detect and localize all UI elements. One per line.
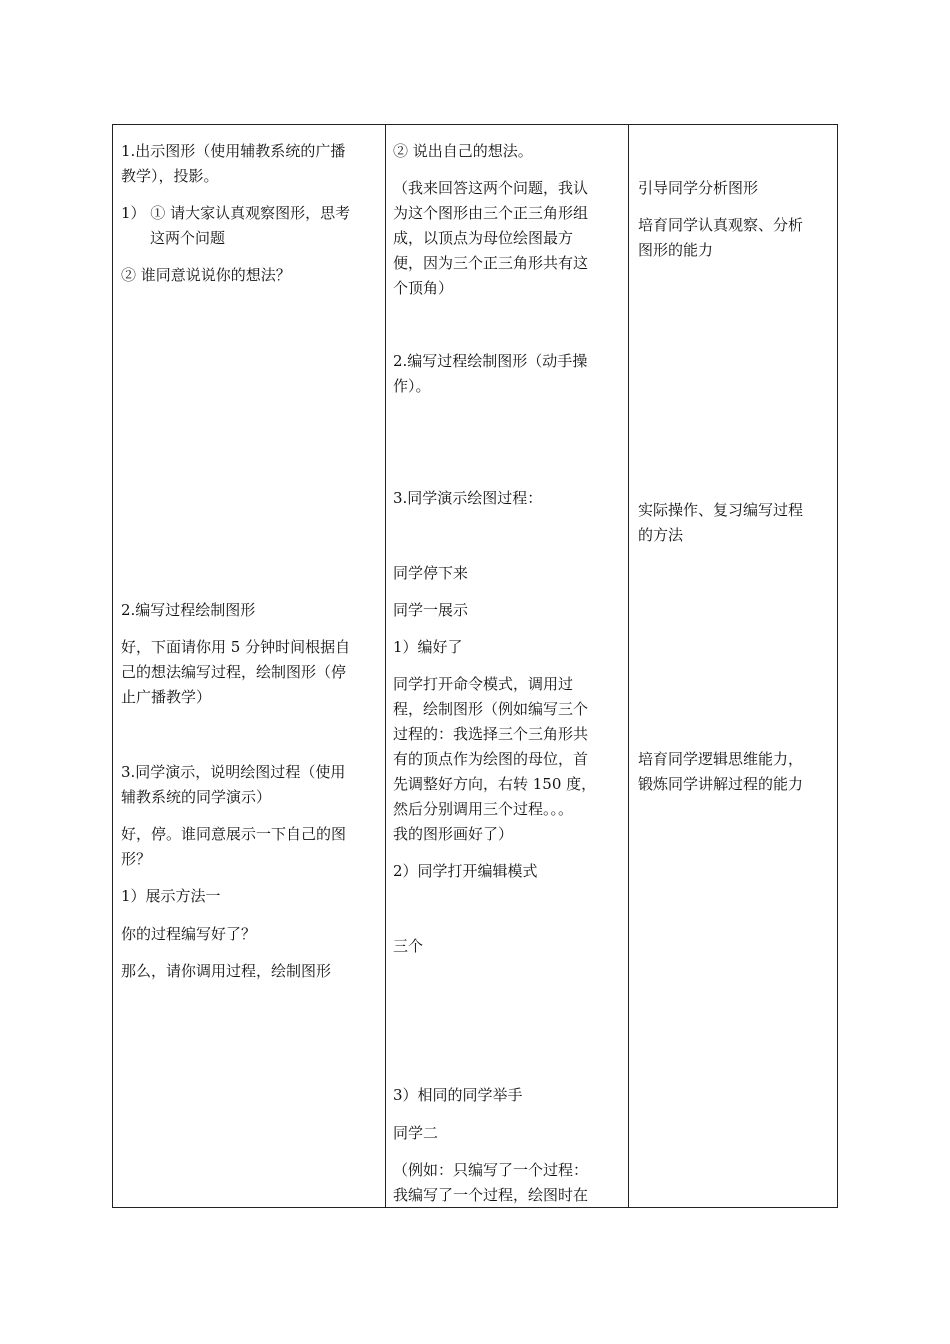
column-divider-1	[385, 125, 386, 1207]
intent-cultivate1-line1: 培育同学认真观察、分析	[638, 216, 804, 234]
teacher-section3-body-line2: 形？	[121, 850, 152, 868]
student-example-line1: （例如：只编写了一个过程：	[393, 1161, 589, 1179]
student-desc-line5: 先调整好方向，右转 150 度，	[393, 775, 597, 793]
teacher-question1-line1: 1） ① 请大家认真观察图形，思考	[121, 204, 351, 222]
student-desc-line6: 然后分别调用三个过程。。。	[393, 800, 574, 818]
student-desc-line3: 过程的：我选择三个三角形共	[393, 725, 589, 743]
intent-cultivate2-line2: 锻炼同学讲解过程的能力	[638, 775, 804, 793]
student-raise-hand: 3）相同的同学举手	[393, 1086, 523, 1104]
teacher-section2-line1: 好，下面请你用 5 分钟时间根据自	[121, 638, 351, 656]
intent-cultivate2-line1: 培育同学逻辑思维能力，	[638, 750, 804, 768]
student-detail-line5: 个顶角）	[393, 279, 454, 297]
teacher-question1-line2: 这两个问题	[150, 229, 226, 247]
teacher-step1-line2: 教学），投影。	[121, 167, 219, 185]
teacher-section2-line2: 己的想法编写过程，绘制图形（停	[121, 663, 347, 681]
intent-practice-line2: 的方法	[638, 526, 684, 544]
student-desc-line1: 同学打开命令模式，调用过	[393, 675, 574, 693]
intent-practice-line1: 实际操作、复习编写过程	[638, 501, 804, 519]
intent-cultivate1-line2: 图形的能力	[638, 241, 714, 259]
teacher-method1: 1）展示方法一	[121, 887, 221, 905]
student-desc-line4: 有的顶点作为绘图的母位，首	[393, 750, 589, 768]
teacher-question-draw: 那么，请你调用过程，绘制图形	[121, 962, 332, 980]
student-example-line2: 我编写了一个过程，绘图时在	[393, 1186, 589, 1204]
student-stop: 同学停下来	[393, 564, 469, 582]
student-student2: 同学二	[393, 1124, 439, 1142]
intent-guide: 引导同学分析图形	[638, 179, 759, 197]
student-edit-mode: 2）同学打开编辑模式	[393, 862, 538, 880]
student-step3: 3.同学演示绘图过程：	[393, 489, 543, 507]
student-step2-line2: 作）。	[393, 377, 431, 395]
student-detail-line1: （我来回答这两个问题，我认	[393, 179, 589, 197]
teacher-question2: ② 谁同意说说你的想法？	[121, 266, 291, 284]
teacher-question-ready: 你的过程编写好了？	[121, 925, 257, 943]
teacher-step1-line1: 1.出示图形（使用辅教系统的广播	[121, 142, 346, 160]
student-desc-line2: 程，绘制图形（例如编写三个	[393, 700, 589, 718]
student-step2-line1: 2.编写过程绘制图形（动手操	[393, 352, 588, 370]
teacher-section3-title-line1: 3.同学演示，说明绘图过程（使用	[121, 763, 346, 781]
column-divider-2	[628, 125, 629, 1207]
student-detail-line3: 成，以顶点为母位绘图最方	[393, 229, 574, 247]
teacher-section2-line3: 止广播教学）	[121, 688, 212, 706]
student-detail-line4: 便，因为三个正三角形共有这	[393, 254, 589, 272]
teacher-section3-body-line1: 好，停。谁同意展示一下自己的图	[121, 825, 347, 843]
student-three: 三个	[393, 937, 424, 955]
student-step1: ② 说出自己的想法。	[393, 142, 533, 160]
teacher-section2-title: 2.编写过程绘制图形	[121, 601, 256, 619]
student-show1: 同学一展示	[393, 601, 469, 619]
student-ready: 1）编好了	[393, 638, 463, 656]
student-detail-line2: 为这个图形由三个正三角形组	[393, 204, 589, 222]
teacher-section3-title-line2: 辅教系统的同学演示）	[121, 788, 272, 806]
student-desc-line7: 我的图形画好了）	[393, 825, 514, 843]
